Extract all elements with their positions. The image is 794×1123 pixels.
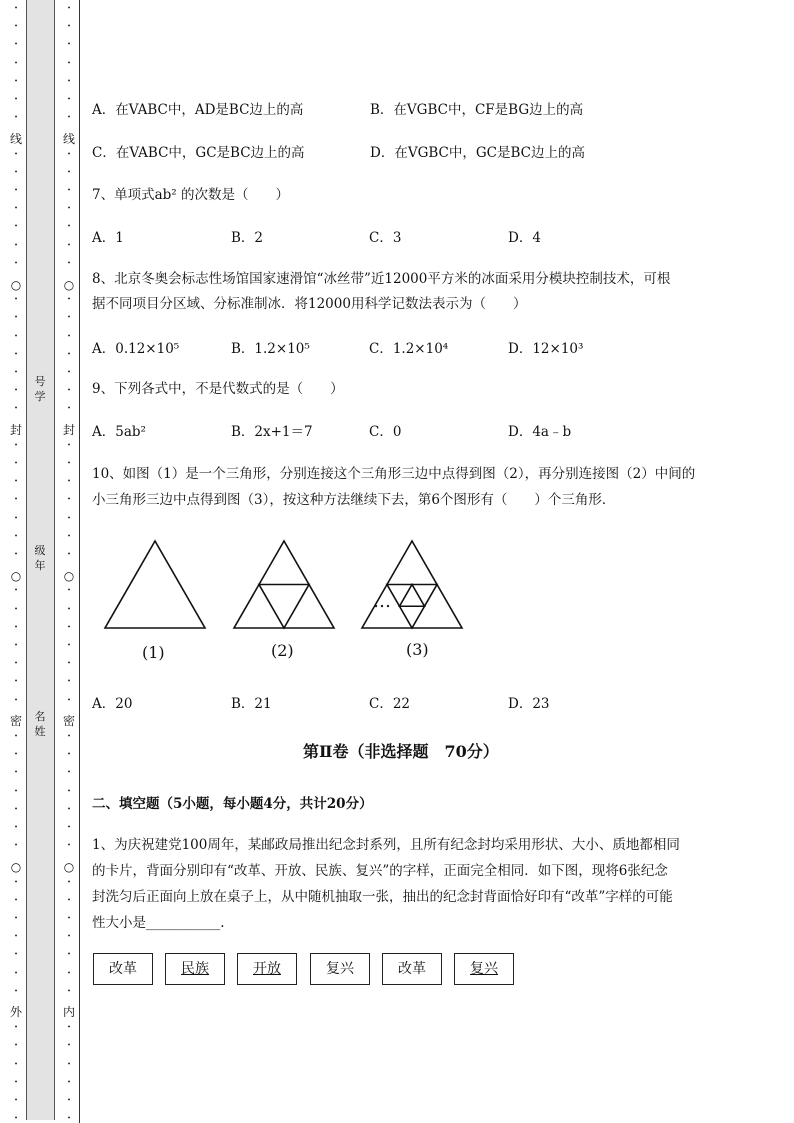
cut-line-dot: • <box>14 751 18 759</box>
cut-line-dot: • <box>14 623 18 631</box>
cut-line-dot: • <box>14 168 18 176</box>
cut-line-dot: • <box>14 59 18 67</box>
cut-line-dot: • <box>14 332 18 340</box>
figure-label-2: (2) <box>271 641 294 660</box>
cut-line-dot: • <box>67 5 71 12</box>
cut-line-dot: • <box>14 259 18 267</box>
triangle-figures <box>100 535 520 635</box>
card-gaige: 改革 <box>382 953 442 985</box>
cut-line-dot: • <box>14 1042 18 1050</box>
cut-line-dot: • <box>14 1115 18 1123</box>
q8-option-c: C．1.2×10⁴ <box>369 341 449 357</box>
cut-line-dot: • <box>67 114 71 122</box>
margin-label-nei: 内 <box>62 1005 75 1019</box>
cut-line-dot: • <box>14 387 18 395</box>
margin-circle-outer: ○ <box>10 278 22 292</box>
cut-line-dot: • <box>14 878 18 886</box>
cut-line-dot: • <box>67 259 71 267</box>
cut-line-dot: • <box>67 933 71 941</box>
q10-stem-line1: 10、如图（1）是一个三角形，分别连接这个三角形三边中点得到图（2），再分别连接图（2）中间的 <box>92 466 696 482</box>
cut-line-dot: • <box>14 369 18 376</box>
cut-line-dot: • <box>67 314 71 322</box>
cut-line-dot: • <box>14 114 18 122</box>
cut-line-dot: • <box>67 514 71 522</box>
card-fuxing: 复兴 <box>310 953 370 985</box>
cut-line-dot: • <box>67 168 71 176</box>
cut-line-dot: • <box>14 23 18 31</box>
cut-line-dot: • <box>14 551 18 558</box>
figure-label-3: (3) <box>406 640 429 659</box>
cut-line-dot: • <box>14 532 18 540</box>
fill-q1-line2: 的卡片，背面分别印有“改革、开放、民族、复兴”的字样，正面完全相同．如下图，现将6张纪念 <box>92 863 668 879</box>
cut-line-dot: • <box>14 842 18 850</box>
cut-line-dot: • <box>67 1097 71 1104</box>
cut-line-dot: • <box>14 96 18 103</box>
figure-2-triangle <box>234 541 334 628</box>
cut-line-dot: • <box>67 951 71 959</box>
cut-line-dot: • <box>14 187 18 194</box>
cut-line-dot: • <box>67 896 71 904</box>
card-minzu: 民族 <box>165 953 225 985</box>
cut-line-dot: • <box>67 1024 71 1032</box>
cut-line-dot: • <box>14 1097 18 1104</box>
cut-line-dot: • <box>14 296 18 304</box>
cut-line-dot: • <box>14 805 18 813</box>
margin-circle-outer: ○ <box>10 569 22 583</box>
cut-line-dot: • <box>67 733 71 740</box>
cut-line-dot: • <box>67 551 71 558</box>
cut-line-dot: • <box>14 441 18 449</box>
q7-option-a: A．1 <box>92 230 124 246</box>
card-kaifang: 开放 <box>237 953 297 985</box>
cut-line-dot: • <box>14 733 18 740</box>
q10-option-a: A．20 <box>92 696 133 712</box>
q9-option-d: D．4a﹣b <box>508 424 572 440</box>
q10-option-b: B．21 <box>231 696 272 712</box>
cut-line-dot: • <box>67 642 71 649</box>
q7-option-c: C．3 <box>369 230 402 246</box>
cut-line-dot: • <box>67 878 71 886</box>
cut-line-dot: • <box>67 150 71 158</box>
margin-label-mi-inner: 密 <box>62 714 75 728</box>
cut-line-dot: • <box>14 969 18 977</box>
q10-option-d: D．23 <box>508 696 550 712</box>
cut-line-dot: • <box>14 1078 18 1086</box>
cut-line-dot: • <box>67 769 71 777</box>
cut-line-dot: • <box>67 787 71 795</box>
cut-line-dot: • <box>14 660 18 668</box>
cut-line-dot: • <box>14 223 18 231</box>
fill-in-section-heading: 二、填空题（5小题，每小题4分，共计20分） <box>92 796 373 812</box>
cut-line-dot: • <box>67 1042 71 1050</box>
q9-option-a: A．5ab² <box>92 424 146 440</box>
margin-circle-inner: ○ <box>63 569 75 583</box>
cut-line-dot: • <box>67 369 71 376</box>
cut-line-dot: • <box>14 1024 18 1032</box>
q8-option-b: B．1.2×10⁵ <box>231 341 310 357</box>
margin-label-wai: 外 <box>9 1005 22 1019</box>
q8-stem-line2: 据不同项目分区域、分标准制冰．将12000用科学记数法表示为（ ） <box>92 296 527 312</box>
q6-option-c: C．在VABC中，GC是BC边上的高 <box>92 145 305 161</box>
fill-q1-line1: 1、为庆祝建党100周年，某邮政局推出纪念封系列，且所有纪念封均采用形状、大小、质地都相同 <box>92 837 680 853</box>
q9-option-c: C．0 <box>369 424 402 440</box>
cut-line-dot: • <box>67 241 71 249</box>
q9-option-b: B．2x+1＝7 <box>231 424 313 440</box>
q7-stem: 7、单项式ab² 的次数是（ ） <box>92 187 289 203</box>
cut-line-dot: • <box>67 824 71 831</box>
cut-line-dot: • <box>14 205 18 213</box>
margin-circle-inner: ○ <box>63 860 75 874</box>
cut-line-dot: • <box>67 532 71 540</box>
q7-option-d: D．4 <box>508 230 541 246</box>
cut-line-dot: • <box>14 5 18 12</box>
cut-line-dot: • <box>14 496 18 504</box>
q8-option-d: D．12×10³ <box>508 341 584 357</box>
cut-line-dot: • <box>14 678 18 686</box>
q7-option-b: B．2 <box>231 230 264 246</box>
cut-line-dot: • <box>67 223 71 231</box>
cut-line-dot: • <box>67 387 71 395</box>
q6-option-a: A．在VABC中，AD是BC边上的高 <box>92 102 304 118</box>
q10-option-c: C．22 <box>369 696 411 712</box>
cut-line-dot: • <box>67 751 71 759</box>
cut-line-dot: • <box>67 660 71 668</box>
cut-line-dot: • <box>67 969 71 977</box>
cut-line-dot: • <box>14 787 18 795</box>
cut-line-dot: • <box>67 1115 71 1123</box>
cut-line-dot: • <box>67 332 71 340</box>
cut-line-dot: • <box>14 587 18 595</box>
cut-line-dot: • <box>67 296 71 304</box>
cut-line-dot: • <box>67 23 71 31</box>
q6-option-d: D．在VGBC中，GC是BC边上的高 <box>370 145 585 161</box>
cut-line-dot: • <box>14 478 18 486</box>
cut-line-dot: • <box>67 496 71 504</box>
cut-line-dot: • <box>14 460 18 467</box>
cut-line-dot: • <box>67 405 71 413</box>
card-gaige: 改革 <box>93 953 153 985</box>
cut-line-dot: • <box>67 678 71 686</box>
cut-line-dot: • <box>14 314 18 322</box>
cut-line-dot: • <box>67 441 71 449</box>
cut-line-dot: • <box>14 41 18 49</box>
cut-line-dot: • <box>67 696 71 704</box>
cut-line-dot: • <box>67 350 71 358</box>
figure-ellipsis: … <box>373 591 391 612</box>
cut-line-dot: • <box>14 933 18 941</box>
cut-line-dot: • <box>67 77 71 85</box>
cut-line-dot: • <box>14 769 18 777</box>
cut-line-dot: • <box>14 951 18 959</box>
q8-stem-line1: 8、北京冬奥会标志性场馆国家速滑馆“冰丝带”近12000平方米的冰面采用分模块控制技术，可根 <box>92 271 671 287</box>
cut-line-dot: • <box>14 642 18 649</box>
cut-line-dot: • <box>14 915 18 922</box>
fill-q1-line3: 封洗匀后正面向上放在桌子上，从中随机抽取一张，抽出的纪念封背面恰好印有“改革”字样的可能 <box>92 889 673 905</box>
binding-margin <box>0 0 82 1123</box>
q10-stem-line2: 小三角形三边中点得到图（3），按这种方法继续下去，第6个图形有（ ）个三角形． <box>92 492 616 508</box>
margin-rule <box>79 0 80 1123</box>
cut-line-dot: • <box>14 896 18 904</box>
cut-line-dot: • <box>67 205 71 213</box>
q8-option-a: A．0.12×10⁵ <box>92 341 180 357</box>
cut-line-dot: • <box>14 350 18 358</box>
figure-label-1: (1) <box>142 643 165 662</box>
part2-title: 第Ⅱ卷（非选择题 70分） <box>303 742 499 761</box>
cut-line-dot: • <box>67 1078 71 1086</box>
fill-q1-line4: 性大小是___________. <box>92 915 225 931</box>
q6-option-b: B．在VGBC中，CF是BG边上的高 <box>370 102 584 118</box>
field-student-number: 号 学 <box>34 375 46 403</box>
cut-line-dot: • <box>67 41 71 49</box>
cut-line-dot: • <box>67 96 71 103</box>
cut-line-dot: • <box>14 241 18 249</box>
cut-line-dot: • <box>14 77 18 85</box>
margin-label-xian-outer: 线 <box>9 132 22 146</box>
cut-line-dot: • <box>67 460 71 467</box>
margin-circle-outer: ○ <box>10 860 22 874</box>
cut-line-dot: • <box>67 587 71 595</box>
q9-stem: 9、下列各式中，不是代数式的是（ ） <box>92 381 344 397</box>
cut-line-dot: • <box>67 1060 71 1068</box>
cut-line-dot: • <box>67 805 71 813</box>
figure-1-triangle <box>105 541 205 628</box>
cut-line-dot: • <box>67 915 71 922</box>
cut-line-dot: • <box>67 59 71 67</box>
cut-line-dot: • <box>67 623 71 631</box>
cut-line-dot: • <box>67 842 71 850</box>
margin-label-mi-outer: 密 <box>9 714 22 728</box>
field-grade: 级 年 <box>34 544 46 572</box>
margin-label-feng-inner: 封 <box>62 423 75 437</box>
margin-label-xian-inner: 线 <box>62 132 75 146</box>
cut-line-dot: • <box>14 824 18 831</box>
card-fuxing: 复兴 <box>454 953 514 985</box>
margin-circle-inner: ○ <box>63 278 75 292</box>
cut-line-dot: • <box>67 987 71 995</box>
cut-line-dot: • <box>67 478 71 486</box>
cut-line-dot: • <box>14 605 18 613</box>
cut-line-dot: • <box>14 696 18 704</box>
cut-line-dot: • <box>14 405 18 413</box>
cut-line-dot: • <box>14 987 18 995</box>
cut-line-dot: • <box>67 605 71 613</box>
cut-line-dot: • <box>67 187 71 194</box>
margin-label-feng-outer: 封 <box>9 423 22 437</box>
field-name: 名 姓 <box>34 710 46 738</box>
figure-3-triangle <box>362 541 462 628</box>
cut-line-dot: • <box>14 150 18 158</box>
cut-line-dot: • <box>14 1060 18 1068</box>
cut-line-dot: • <box>14 514 18 522</box>
